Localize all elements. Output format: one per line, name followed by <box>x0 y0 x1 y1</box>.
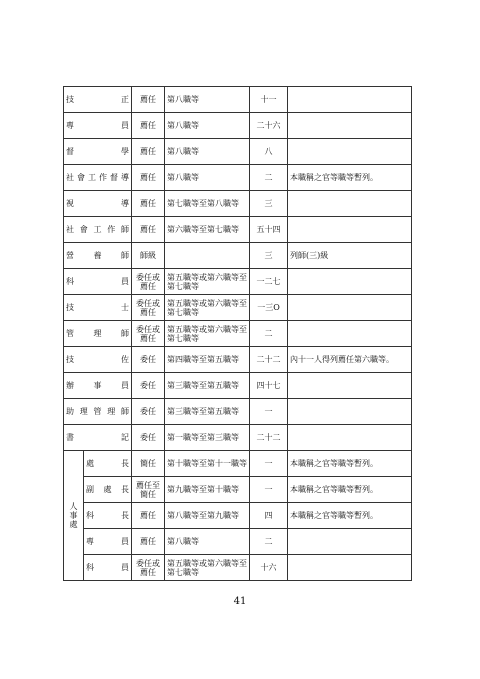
appointment-cell: 委任 <box>132 399 165 425</box>
rank-cell: 第八職等 <box>165 139 250 165</box>
table-row <box>64 113 412 139</box>
headcount-cell: 二 <box>250 165 288 191</box>
headcount-cell: 三 <box>250 191 288 217</box>
department-cell: 人 事 處 <box>64 451 84 581</box>
headcount-cell: 一三O <box>250 295 288 321</box>
job-title-cell: 專員 <box>84 529 132 555</box>
headcount-cell: 一 <box>250 451 288 477</box>
rank-cell: 第八職等 <box>165 529 250 555</box>
headcount-cell: 一 <box>250 399 288 425</box>
table-row <box>64 555 412 581</box>
rank-cell: 第八職等 <box>165 87 250 113</box>
table-row <box>64 269 412 295</box>
rank-cell: 第六職等至第七職等 <box>165 217 250 243</box>
remarks-cell: 列師(三)級 <box>288 243 412 269</box>
rank-cell: 第八職等 <box>165 113 250 139</box>
rank-cell: 第五職等或第六職等至第七職等 <box>165 555 250 581</box>
rank-cell: 第九職等至第十職等 <box>165 477 250 503</box>
job-title-cell: 視導 <box>64 191 132 217</box>
appointment-cell: 薦任 <box>132 113 165 139</box>
rank-cell: 第一職等至第三職等 <box>165 425 250 451</box>
appointment-cell: 薦任 <box>132 529 165 555</box>
headcount-cell: 四 <box>250 503 288 529</box>
table-row <box>64 347 412 373</box>
remarks-cell: 本職稱之官等職等暫列。 <box>288 165 412 191</box>
job-title-cell: 處長 <box>84 451 132 477</box>
job-title-cell: 書記 <box>64 425 132 451</box>
remarks-cell: 本職稱之官等職等暫列。 <box>288 477 412 503</box>
remarks-cell <box>288 113 412 139</box>
appointment-cell: 薦任 <box>132 139 165 165</box>
table-row <box>64 165 412 191</box>
remarks-cell <box>288 399 412 425</box>
appointment-cell: 薦任 <box>132 217 165 243</box>
job-title-cell: 辦事員 <box>64 373 132 399</box>
job-title-cell: 技佐 <box>64 347 132 373</box>
job-title-cell: 社會工作師 <box>64 217 132 243</box>
appointment-cell: 薦任 <box>132 191 165 217</box>
job-title-cell: 社會工作督導 <box>64 165 132 191</box>
headcount-cell: 二 <box>250 529 288 555</box>
table-row <box>64 217 412 243</box>
rank-cell: 第五職等或第六職等至第七職等 <box>165 321 250 347</box>
table-row <box>64 503 412 529</box>
remarks-cell <box>288 555 412 581</box>
appointment-cell: 委任 <box>132 347 165 373</box>
rank-cell: 第三職等至第五職等 <box>165 399 250 425</box>
remarks-cell: 本職稱之官等職等暫列。 <box>288 503 412 529</box>
rank-cell <box>165 243 250 269</box>
table-row <box>64 425 412 451</box>
headcount-cell: 十六 <box>250 555 288 581</box>
headcount-cell: 十一 <box>250 87 288 113</box>
table-row <box>64 373 412 399</box>
appointment-cell: 薦任 <box>132 503 165 529</box>
table-row <box>64 191 412 217</box>
appointment-cell: 委任或薦任 <box>132 269 165 295</box>
page-number: 41 <box>233 596 247 607</box>
appointment-cell: 委任或薦任 <box>132 295 165 321</box>
job-title-cell: 技士 <box>64 295 132 321</box>
headcount-cell: 三 <box>250 243 288 269</box>
rank-cell: 第十職等至第十一職等 <box>165 451 250 477</box>
rank-cell: 第四職等至第五職等 <box>165 347 250 373</box>
remarks-cell <box>288 191 412 217</box>
job-title-cell: 營養師 <box>64 243 132 269</box>
remarks-cell <box>288 295 412 321</box>
remarks-cell <box>288 373 412 399</box>
table-row <box>64 399 412 425</box>
staffing-table <box>63 86 412 581</box>
table-row <box>64 529 412 555</box>
job-title-cell: 科員 <box>84 555 132 581</box>
appointment-cell: 委任或薦任 <box>132 321 165 347</box>
remarks-cell: 內十一人得列薦任第六職等。 <box>288 347 412 373</box>
remarks-cell <box>288 321 412 347</box>
rank-cell: 第五職等或第六職等至第七職等 <box>165 269 250 295</box>
headcount-cell: 二 <box>250 321 288 347</box>
appointment-cell: 薦任 <box>132 165 165 191</box>
rank-cell: 第三職等至第五職等 <box>165 373 250 399</box>
table-row <box>64 295 412 321</box>
remarks-cell <box>288 217 412 243</box>
table-row <box>64 87 412 113</box>
appointment-cell: 師級 <box>132 243 165 269</box>
remarks-cell <box>288 529 412 555</box>
appointment-cell: 簡任 <box>132 451 165 477</box>
headcount-cell: 一二七 <box>250 269 288 295</box>
appointment-cell: 薦任 <box>132 87 165 113</box>
job-title-cell: 科長 <box>84 503 132 529</box>
job-title-cell: 技正 <box>64 87 132 113</box>
remarks-cell <box>288 269 412 295</box>
table-row <box>64 451 412 477</box>
job-title-cell: 管理師 <box>64 321 132 347</box>
rank-cell: 第五職等或第六職等至第七職等 <box>165 295 250 321</box>
headcount-cell: 八 <box>250 139 288 165</box>
rank-cell: 第八職等至第九職等 <box>165 503 250 529</box>
rank-cell: 第七職等至第八職等 <box>165 191 250 217</box>
table-row <box>64 321 412 347</box>
job-title-cell: 督學 <box>64 139 132 165</box>
job-title-cell: 助理管理師 <box>64 399 132 425</box>
table-row <box>64 139 412 165</box>
remarks-cell <box>288 425 412 451</box>
job-title-cell: 專員 <box>64 113 132 139</box>
remarks-cell <box>288 139 412 165</box>
headcount-cell: 五十四 <box>250 217 288 243</box>
remarks-cell: 本職稱之官等職等暫列。 <box>288 451 412 477</box>
appointment-cell: 委任或薦任 <box>132 555 165 581</box>
rank-cell: 第八職等 <box>165 165 250 191</box>
table-row <box>64 477 412 503</box>
headcount-cell: 一 <box>250 477 288 503</box>
remarks-cell <box>288 87 412 113</box>
table-row <box>64 243 412 269</box>
job-title-cell: 副處長 <box>84 477 132 503</box>
appointment-cell: 委任 <box>132 425 165 451</box>
headcount-cell: 二十二 <box>250 347 288 373</box>
appointment-cell: 委任 <box>132 373 165 399</box>
job-title-cell: 科員 <box>64 269 132 295</box>
headcount-cell: 四十七 <box>250 373 288 399</box>
headcount-cell: 二十二 <box>250 425 288 451</box>
appointment-cell: 薦任至簡任 <box>132 477 165 503</box>
headcount-cell: 二十六 <box>250 113 288 139</box>
